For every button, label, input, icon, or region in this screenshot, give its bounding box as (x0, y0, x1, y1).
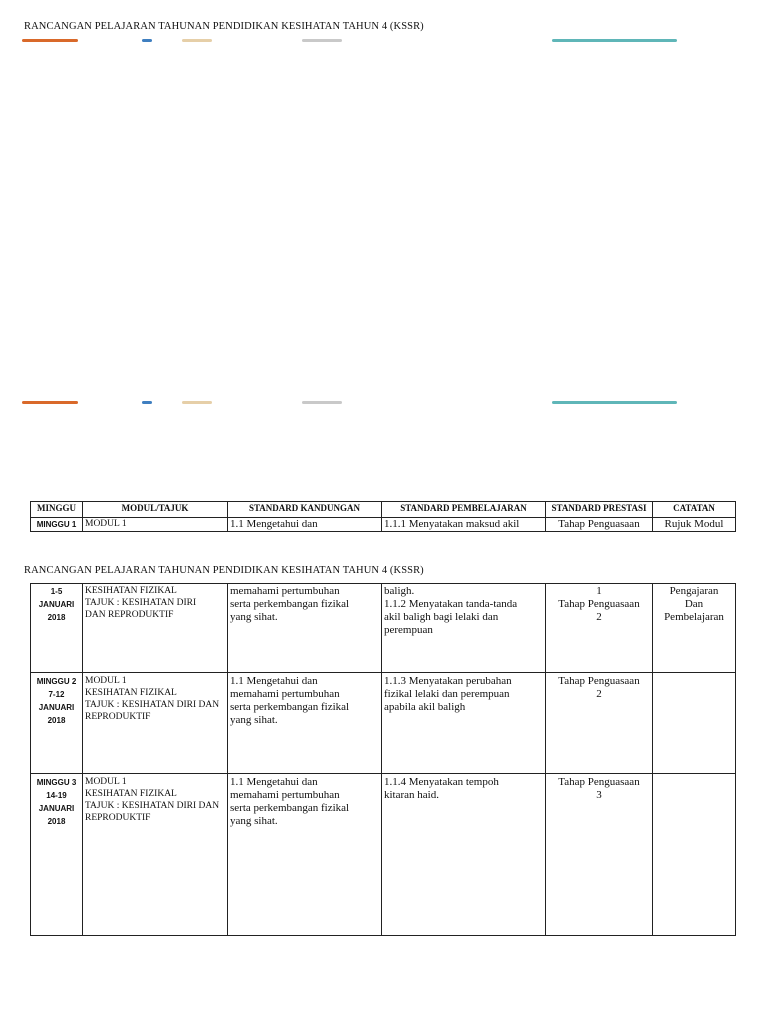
pembelajaran-cell-line: kitaran haid. (384, 789, 439, 801)
decorative-rule-top (22, 39, 682, 42)
week-cell (31, 584, 83, 673)
catatan-cell: Rujuk Modul (653, 518, 736, 532)
kandungan-cell-line: yang sihat. (230, 611, 278, 623)
catatan-cell-line: Dan (684, 598, 704, 610)
week-cell-line: MINGGU 2 (36, 677, 77, 686)
module-cell-line: MODUL 1 (85, 676, 127, 686)
kandungan-cell (228, 584, 382, 673)
week-cell (31, 774, 83, 936)
prestasi-cell-line: Tahap Penguasaan (558, 776, 640, 788)
kandungan-cell (228, 774, 382, 936)
prestasi-cell-line: 3 (596, 789, 602, 801)
pembelajaran-cell-line: 1.1.4 Menyatakan tempoh (384, 776, 499, 788)
catatan-cell (653, 673, 736, 774)
kandungan-cell-line: memahami pertumbuhan (230, 789, 340, 801)
prestasi-cell (546, 774, 653, 936)
col-header-prestasi: STANDARD PRESTASI (546, 502, 653, 518)
pembelajaran-cell-line: fizikal lelaki dan perempuan (384, 688, 510, 700)
pembelajaran-cell: 1.1.1 Menyatakan maksud akil (382, 518, 546, 532)
kandungan-cell-line: 1.1 Mengetahui dan (230, 675, 318, 687)
pembelajaran-cell-line: akil baligh bagi lelaki dan (384, 611, 499, 623)
week-cell-line: MINGGU 3 (36, 778, 77, 787)
pembelajaran-cell (382, 673, 546, 774)
module-cell-line: MODUL 1 (85, 777, 127, 787)
prestasi-cell (546, 673, 653, 774)
col-header-kandungan: STANDARD KANDUNGAN (228, 502, 382, 518)
kandungan-cell: 1.1 Mengetahui dan (228, 518, 382, 532)
module-cell-line: TAJUK : KESIHATAN DIRI (85, 598, 197, 608)
page-title-second: RANCANGAN PELAJARAN TAHUNAN PENDIDIKAN KESIHATAN TAHUN 4 (KSSR) (24, 565, 424, 576)
week-cell-line: 2018 (47, 716, 66, 725)
week-cell-line: 7-12 (48, 690, 65, 699)
col-header-modul: MODUL/TAJUK (83, 502, 228, 518)
pembelajaran-cell-line: 1.1.3 Menyatakan perubahan (384, 675, 512, 687)
prestasi-cell-line: 2 (596, 611, 602, 623)
table-row (31, 584, 736, 673)
pembelajaran-cell-line: 1.1.2 Menyatakan tanda-tanda (384, 598, 518, 610)
header-table (30, 501, 736, 532)
module-cell-line: REPRODUKTIF (85, 712, 151, 722)
lesson-plan-table (30, 583, 736, 936)
prestasi-cell (546, 584, 653, 673)
week-cell (31, 673, 83, 774)
kandungan-cell (228, 673, 382, 774)
header-row (31, 502, 736, 518)
pembelajaran-cell-line: baligh. (384, 585, 415, 597)
kandungan-cell-line: serta perkembangan fizikal (230, 598, 350, 610)
col-header-pembelajaran: STANDARD PEMBELAJARAN (382, 502, 546, 518)
table-row (31, 774, 736, 936)
kandungan-cell-line: 1.1 Mengetahui dan (230, 776, 318, 788)
kandungan-cell-line: serta perkembangan fizikal (230, 802, 350, 814)
col-header-minggu: MINGGU (31, 502, 83, 518)
prestasi-cell: Tahap Penguasaan (546, 518, 653, 532)
decorative-rule-bottom (22, 401, 682, 404)
kandungan-cell-line: memahami pertumbuhan (230, 585, 340, 597)
week-cell-line: 2018 (47, 613, 66, 622)
catatan-cell (653, 584, 736, 673)
pembelajaran-cell (382, 584, 546, 673)
table-row (31, 673, 736, 774)
prestasi-cell-line: 1 (596, 585, 602, 597)
week-cell-line: JANUARI (38, 804, 75, 813)
col-header-catatan: CATATAN (653, 502, 736, 518)
module-cell-line: KESIHATAN FIZIKAL (85, 586, 177, 596)
module-cell-line: KESIHATAN FIZIKAL (85, 688, 177, 698)
module-cell (83, 774, 228, 936)
pembelajaran-cell-line: apabila akil baligh (384, 701, 466, 713)
module-cell-line: TAJUK : KESIHATAN DIRI DAN (85, 801, 220, 811)
catatan-cell-line: Pengajaran (669, 585, 719, 597)
page-title-top: RANCANGAN PELAJARAN TAHUNAN PENDIDIKAN KESIHATAN TAHUN 4 (KSSR) (24, 21, 424, 32)
module-cell-line: KESIHATAN FIZIKAL (85, 789, 177, 799)
catatan-cell-line: Pembelajaran (664, 611, 724, 623)
table-row (31, 518, 736, 532)
module-cell-line: TAJUK : KESIHATAN DIRI DAN (85, 700, 220, 710)
module-cell (83, 584, 228, 673)
week-cell-line: 2018 (47, 817, 66, 826)
pembelajaran-cell (382, 774, 546, 936)
week-cell: MINGGU 1 (31, 518, 83, 532)
kandungan-cell-line: yang sihat. (230, 714, 278, 726)
module-cell-line: DAN REPRODUKTIF (85, 610, 174, 620)
pembelajaran-cell-line: perempuan (384, 624, 433, 636)
week-cell-line: JANUARI (38, 703, 75, 712)
module-cell: MODUL 1 (83, 518, 228, 532)
prestasi-cell-line: Tahap Penguasaan (558, 675, 640, 687)
module-cell (83, 673, 228, 774)
week-cell-line: 14-19 (46, 791, 67, 800)
prestasi-cell-line: 2 (596, 688, 602, 700)
kandungan-cell-line: yang sihat. (230, 815, 278, 827)
module-cell-line: REPRODUKTIF (85, 813, 151, 823)
week-cell-line: 1-5 (50, 587, 63, 596)
prestasi-cell-line: Tahap Penguasaan (558, 598, 640, 610)
kandungan-cell-line: memahami pertumbuhan (230, 688, 340, 700)
week-cell-line: JANUARI (38, 600, 75, 609)
kandungan-cell-line: serta perkembangan fizikal (230, 701, 350, 713)
catatan-cell (653, 774, 736, 936)
